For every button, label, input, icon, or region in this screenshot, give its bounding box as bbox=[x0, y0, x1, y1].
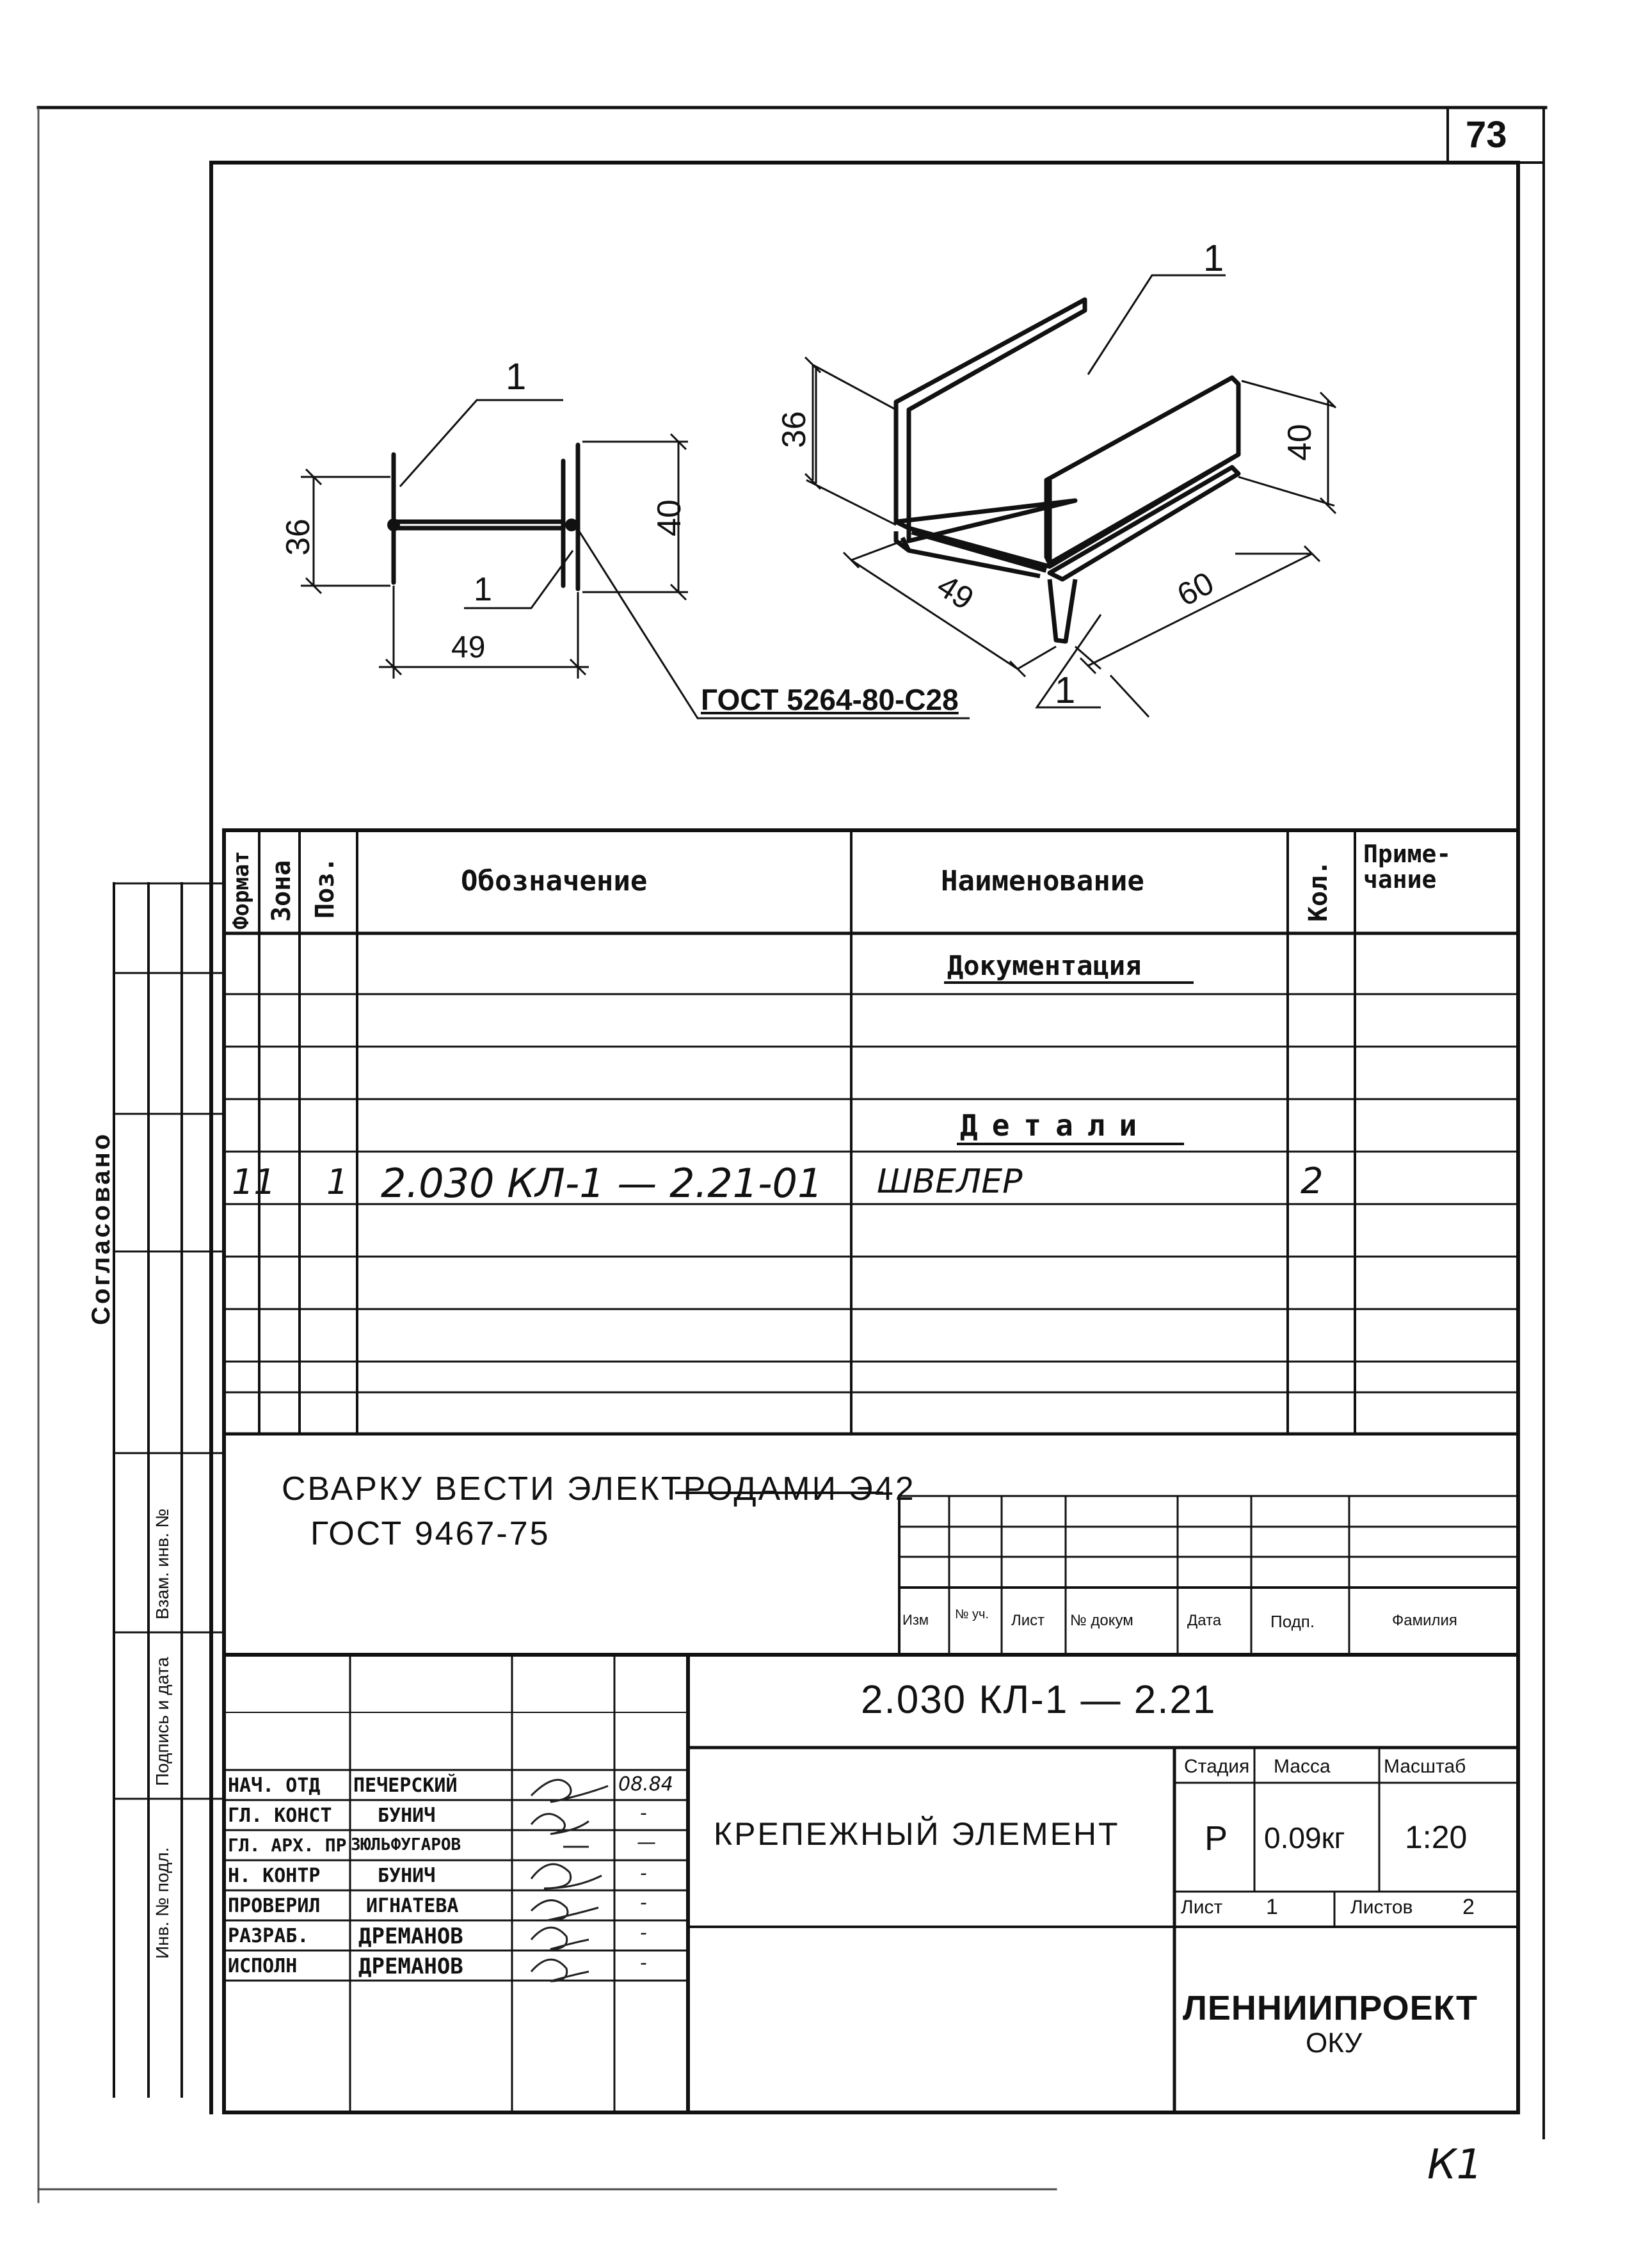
sig-date: - bbox=[640, 1892, 647, 1914]
iso-pos-top: 1 bbox=[1203, 237, 1224, 279]
margin-inv-orig: Инв. № подл. bbox=[152, 1847, 172, 1959]
scale-value: 1:20 bbox=[1405, 1819, 1468, 1855]
rev-header-izm: Изм bbox=[902, 1612, 929, 1628]
section-dim-49: 49 bbox=[451, 631, 486, 664]
margin-agreed: Согласовано bbox=[87, 1131, 115, 1325]
sig-name: ЗЮЛЬФУГАРОВ bbox=[351, 1835, 461, 1854]
steel-profile-label: ГОСТ 5264-80-С28 bbox=[701, 683, 959, 716]
sig-role: ГЛ. КОНСТ bbox=[228, 1805, 332, 1827]
header-name: Наименование bbox=[941, 865, 1144, 897]
section-docs-title: Документация bbox=[947, 950, 1142, 981]
row-designation: 2.030 КЛ-1 — 2.21-01 bbox=[381, 1160, 823, 1207]
rev-header-nuch: № уч. bbox=[955, 1607, 989, 1621]
row-name: ШВЕЛЕР bbox=[877, 1162, 1023, 1201]
sig-date: - bbox=[640, 1952, 647, 1974]
drawing-title: КРЕПЕЖНЫЙ ЭЛЕМЕНТ bbox=[714, 1816, 1120, 1852]
iso-dim-36: 36 bbox=[776, 411, 813, 448]
stage-label: Стадия bbox=[1184, 1756, 1250, 1777]
section-parts-title: Детали bbox=[960, 1108, 1151, 1143]
header-designation: Обозначение bbox=[461, 865, 648, 897]
sig-date: — bbox=[637, 1831, 656, 1854]
section-dim-40: 40 bbox=[651, 499, 688, 536]
header-qty: Кол. bbox=[1304, 860, 1333, 922]
note-line1: СВАРКУ ВЕСТИ ЭЛЕКТРОДАМИ Э42 bbox=[282, 1470, 916, 1508]
margin-inv-replace: Взам. инв. № bbox=[152, 1508, 172, 1620]
org-dept: ОКУ bbox=[1306, 2027, 1363, 2059]
sig-date: - bbox=[640, 1862, 647, 1885]
row-pos: 1 bbox=[326, 1162, 349, 1202]
sig-role: ИСПОЛН bbox=[228, 1955, 298, 1977]
row-qty: 2 bbox=[1301, 1161, 1324, 1202]
header-note: Приме-чание bbox=[1363, 840, 1452, 894]
sig-name: ПЕЧЕРСКИЙ bbox=[353, 1774, 458, 1797]
org-name: ЛЕННИИПРОЕКТ bbox=[1183, 1989, 1478, 2027]
sig-name: БУНИЧ bbox=[378, 1805, 436, 1827]
sheet-number: 73 bbox=[1466, 114, 1507, 156]
rev-header-surname: Фамилия bbox=[1392, 1612, 1457, 1629]
sig-date: 08.84 bbox=[618, 1773, 673, 1796]
mass-label: Масса bbox=[1274, 1756, 1331, 1777]
margin-sign-date: Подпись и дата bbox=[152, 1657, 172, 1786]
iso-pos-bottom: 1 bbox=[1055, 670, 1076, 711]
sig-role: ПРОВЕРИЛ bbox=[228, 1895, 321, 1917]
rev-header-sign: Подп. bbox=[1270, 1612, 1315, 1631]
sig-date: - bbox=[640, 1922, 647, 1944]
header-zone: Зона bbox=[267, 860, 296, 922]
sig-date: - bbox=[640, 1802, 647, 1824]
section-dim-36: 36 bbox=[280, 519, 317, 556]
channel-section-view bbox=[394, 445, 578, 589]
sheet-label: Лист bbox=[1181, 1897, 1223, 1918]
stage-value: Р bbox=[1205, 1819, 1228, 1858]
sig-name: ДРЕМАНОВ bbox=[358, 1924, 463, 1949]
sheets-value: 2 bbox=[1462, 1895, 1475, 1919]
section-pos-bottom: 1 bbox=[474, 571, 492, 608]
mass-value: 0.09кг bbox=[1264, 1821, 1345, 1854]
header-pos: Поз. bbox=[310, 857, 340, 919]
row-format: 11 bbox=[232, 1162, 276, 1202]
sig-name: ДРЕМАНОВ bbox=[358, 1954, 463, 1979]
sig-role: Н. КОНТР bbox=[228, 1865, 321, 1887]
sheet-value: 1 bbox=[1266, 1895, 1278, 1919]
iso-dim-40: 40 bbox=[1281, 424, 1318, 461]
corner-mark: К1 bbox=[1427, 2141, 1483, 2189]
doc-code: 2.030 КЛ-1 — 2.21 bbox=[861, 1678, 1217, 1722]
sig-name: ИГНАТЕВА bbox=[366, 1895, 459, 1917]
sig-name: БУНИЧ bbox=[378, 1865, 436, 1887]
sig-role: ГЛ. АРХ. ПР bbox=[228, 1835, 347, 1856]
scale-label: Масштаб bbox=[1384, 1756, 1466, 1777]
rev-header-date: Дата bbox=[1187, 1612, 1222, 1629]
rev-header-list: Лист bbox=[1011, 1612, 1045, 1629]
header-format: Формат bbox=[228, 851, 254, 929]
sig-role: РАЗРАБ. bbox=[228, 1925, 309, 1947]
iso-dim-49: 49 bbox=[931, 567, 981, 617]
sheets-label: Листов bbox=[1350, 1897, 1413, 1918]
note-line2: ГОСТ 9467-75 bbox=[310, 1515, 550, 1552]
section-pos-top: 1 bbox=[506, 356, 527, 398]
sig-role: НАЧ. ОТД bbox=[228, 1774, 321, 1797]
iso-dim-60: 60 bbox=[1171, 565, 1220, 613]
rev-header-ndoc: № докум bbox=[1070, 1612, 1133, 1629]
